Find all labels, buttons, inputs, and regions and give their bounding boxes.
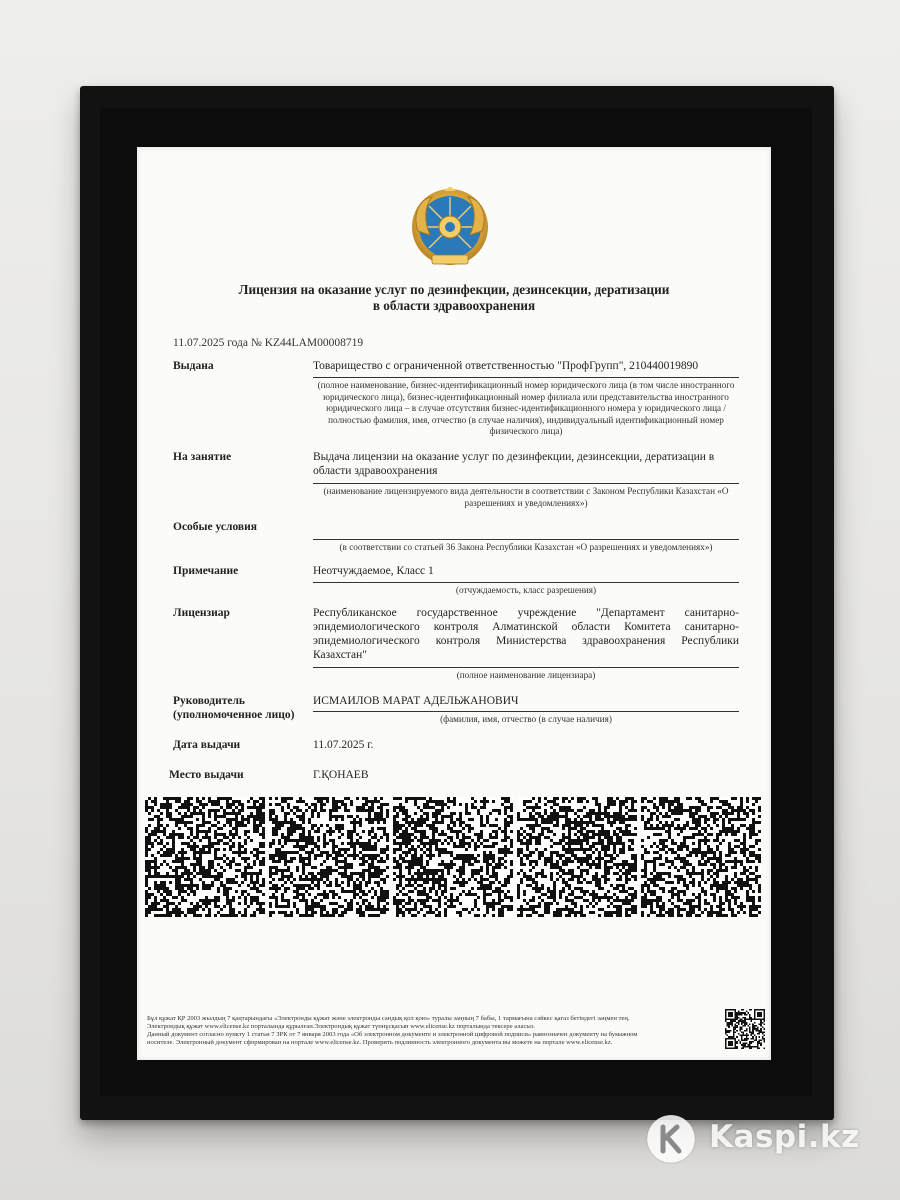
licensor-underline (313, 667, 739, 668)
issued-to-label: Выдана (173, 360, 214, 372)
special-conditions-label: Особые условия (173, 521, 257, 533)
activity-underline (313, 483, 739, 484)
legal-footer-line1: Бұл құжат ҚР 2003 жылдың 7 қаңтарындағы «Электронды құжат және электронды сандық қол қою» туралы заңның 7 бабы, 1 тармағына сәйкес қағаз бетіндегі заңмен тең. (147, 1015, 630, 1022)
head-label (173, 694, 313, 722)
activity-hint: (наименование лицензируемого вида деятельности в соответствии с Законом Республики Казахстан «О разрешениях и уведомлениях») (323, 486, 729, 508)
legal-footer (147, 1015, 707, 1047)
licensor-label: Лицензиар (173, 607, 230, 619)
qr-code-icon (145, 797, 265, 917)
activity-label: На занятие (173, 451, 232, 463)
state-emblem-icon (408, 187, 492, 269)
qr-code-icon (517, 797, 637, 917)
qr-code-strip (145, 797, 763, 919)
licensor-value: Республиканское государственное учреждение "Департамент санитарно-эпидемиологического контроля Алматинской области Комитета санитарно-эпидемиологического контроля Министерства здравоохранения Республики Казахстан" (313, 607, 739, 661)
head-underline (313, 711, 739, 712)
license-number: 11.07.2025 года № KZ44LAM00008719 (173, 337, 364, 349)
kaspi-watermark (645, 1113, 870, 1165)
special-conditions-hint: (в соответствии со статьей 36 Закона Республики Казахстан «О разрешениях и уведомлениях») (339, 542, 713, 552)
head-label-line2: (уполномоченное лицо) (173, 709, 295, 721)
activity-value: Выдача лицензии на оказание услуг по дезинфекции, дезинсекции, дератизации в области здравоохранения (313, 451, 715, 477)
qr-code-icon (269, 797, 389, 917)
issue-date-row (173, 738, 739, 756)
qr-code-icon (393, 797, 513, 917)
issue-date-label: Дата выдачи (173, 739, 241, 751)
legal-footer-line2: Электрондық құжат www.elicense.kz порталында құрылған.Электрондық құжат түпнұсқасын www.elicense.kz порталында тексере аласыз. (147, 1023, 536, 1030)
note-value: Неотчуждаемое, Класс 1 (313, 565, 434, 577)
head-value: ИСМАИЛОВ МАРАТ АДЕЛЬЖАНОВИЧ (313, 695, 519, 707)
qr-code-icon (641, 797, 761, 917)
note-hint: (отчуждаемость, класс разрешения) (455, 585, 597, 595)
verification-qr-icon (725, 1009, 765, 1049)
issue-place-value: Г.ҚОНАЕВ (313, 769, 369, 781)
head-label-line1: Руководитель (173, 695, 245, 707)
licensor-row (173, 606, 739, 686)
activity-row (173, 450, 739, 514)
issued-to-underline (313, 377, 739, 378)
head-hint: (фамилия, имя, отчество (в случае наличия) (440, 714, 612, 724)
kaspi-watermark-text: Kaspi.kz (709, 1119, 860, 1155)
issue-place-row (169, 768, 735, 786)
document-title-line1: Лицензия на оказание услуг по дезинфекции, дезинсекции, дератизации (238, 282, 670, 297)
document-title (167, 282, 741, 314)
legal-footer-line3: Данный документ согласно пункту 1 статьи 7 ЗРК от 7 января 2003 года «Об электронном документе и электронной цифровой подписи» равнозначен документу на бумажном (147, 1031, 638, 1038)
head-row (173, 694, 739, 730)
note-row (173, 564, 739, 600)
issued-to-hint: (полное наименование, бизнес-идентификационный номер юридического лица (в том числе иностранного юридического лица), бизнес-идентификационный номер филиала или представительства иностранного юридического лица – в случае отсутствия бизнес-идентификационного номера у юридического лица / полностью фамилия, имя, отчество (в случае наличия), индивидуальный идентификационный номер физического лица) (317, 380, 735, 436)
special-conditions-underline (313, 539, 739, 540)
note-label: Примечание (173, 565, 239, 577)
legal-footer-line4: носителе. Электронный документ сформирован на портале www.elicense.kz. Проверить подлинность электронного документа вы можете на портале www.elicense.kz. (147, 1039, 613, 1046)
kaspi-logo-icon (645, 1113, 697, 1165)
licensor-hint: (полное наименование лицензиара) (456, 670, 596, 680)
note-underline (313, 582, 739, 583)
issue-date-value: 11.07.2025 г. (313, 739, 374, 751)
license-document (137, 147, 771, 1060)
special-conditions-row (173, 520, 739, 556)
issue-place-label: Место выдачи (169, 769, 244, 781)
issued-to-row (173, 359, 739, 443)
document-title-line2: в области здравоохранения (372, 298, 536, 313)
issued-to-value: Товарищество с ограниченной ответственностью "ПрофГрупп", 210440019890 (313, 360, 699, 372)
